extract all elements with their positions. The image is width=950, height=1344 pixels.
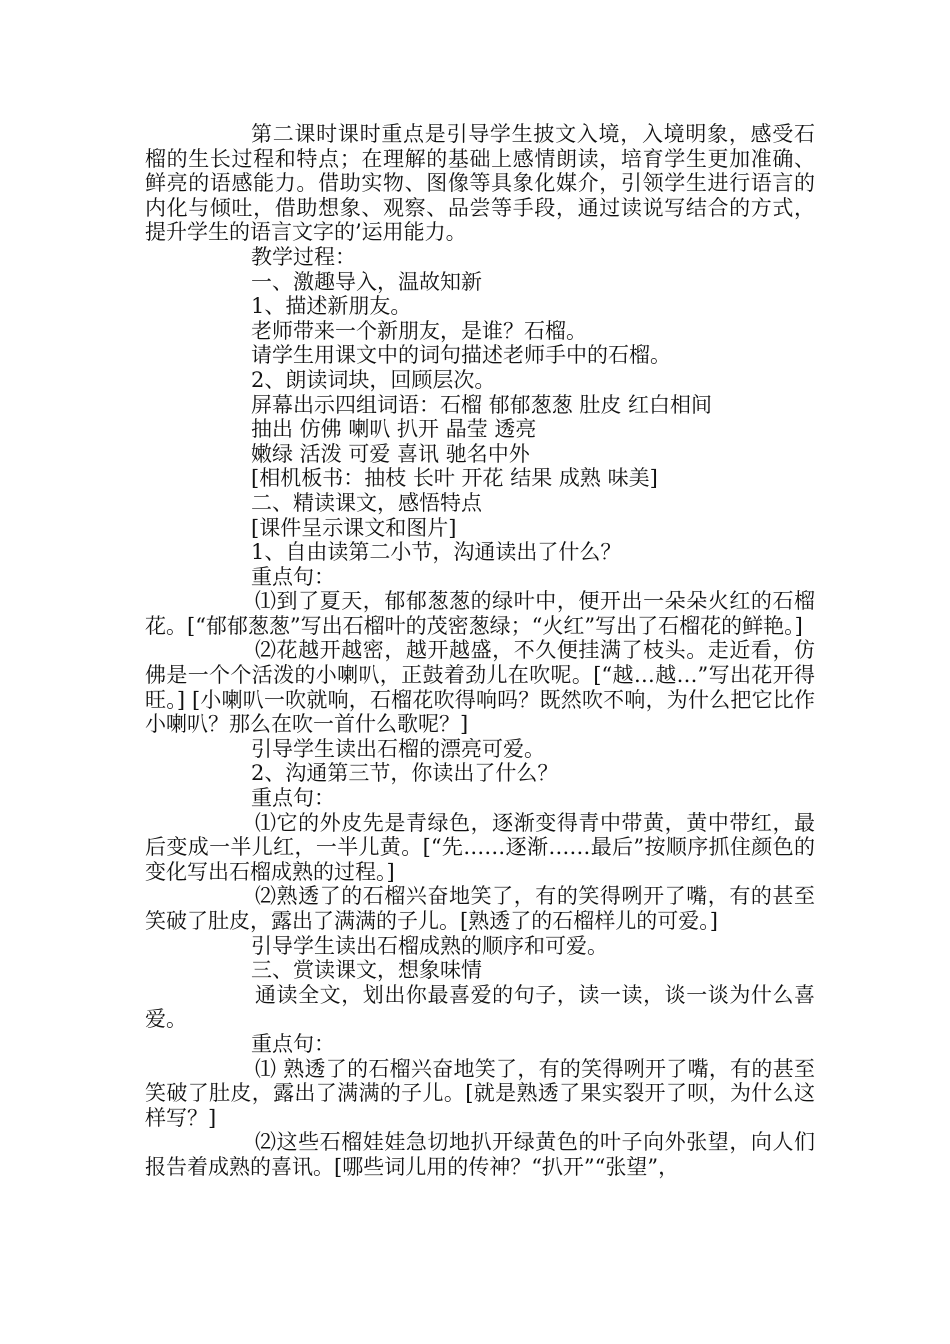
board-note: [相机板书：抽枝 长叶 开花 结果 成熟 味美] [251,466,658,491]
word-group-line: 抽出 仿佛 喇叭 扒开 晶莹 透亮 [251,417,537,442]
step-heading: 2、朗读词块，回顾层次。 [251,367,496,392]
section-heading-3: 三、赏读课文，想象味情 [251,958,482,983]
word-group-line: 屏幕出示四组词语：石榴 郁郁葱葱 肚皮 红白相间 [251,392,713,417]
key-sentence: ⑴到了夏天，郁郁葱葱的绿叶中，便开出一朵朵火红的石榴花。[“郁郁葱葱”写出石榴叶的茂密葱绿；“火红”写出了石榴花的鲜艳。] [145,589,815,638]
step-heading: 1、自由读第二小节，沟通读出了什么？ [251,540,622,565]
key-sentence: ⑴ 熟透了的石榴兴奋地笑了，有的笑得咧开了嘴，有的甚至笑破了肚皮，露出了满满的子儿。[就是熟透了果实裂开了呗，为什么这样写？] [145,1056,815,1130]
body-line: 请学生用课文中的词句描述老师手中的石榴。 [251,343,671,368]
key-sentence: ⑵熟透了的石榴兴奋地笑了，有的笑得咧开了嘴，有的甚至笑破了肚皮，露出了满满的子儿。[熟透了的石榴样儿的可爱。] [145,884,815,933]
body-line: 老师带来一个新朋友，是谁？石榴。 [251,318,587,343]
key-sentence: ⑵花越开越密，越开越盛，不久便挂满了枝头。走近看，仿佛是一个个活泼的小喇叭，正鼓着劲儿在吹呢。[“越…越…”写出花开得旺。] [小喇叭一吹就响，石榴花吹得响吗？既然吹不响，为什么把它比作小喇叭？那么在吹一首什么歌呢？] [145,638,815,737]
word-group-line: 嫩绿 活泼 可爱 喜讯 驰名中外 [251,441,530,466]
section-heading-1: 一、激趣导入，温故知新 [251,269,482,294]
section-heading-2: 二、精读课文，感悟特点 [251,490,482,515]
key-sentence-label: 重点句： [251,786,335,811]
step-heading: 2、沟通第三节，你读出了什么？ [251,761,559,786]
document-body [145,122,815,1180]
body-paragraph: 通读全文，划出你最喜爱的句子，读一读，谈一谈为什么喜爱。 [145,982,815,1032]
key-sentence-label: 重点句： [251,1031,335,1056]
step-heading: 1、描述新朋友。 [251,294,412,319]
key-sentence: ⑵这些石榴娃娃急切地扒开绿黄色的叶子向外张望，向人们报告着成熟的喜讯。[哪些词儿用的传神？“扒开”“张望”， [145,1130,815,1179]
body-line: 引导学生读出石榴成熟的顺序和可爱。 [251,933,608,958]
intro-paragraph: 第二课时课时重点是引导学生披文入境，入境明象，感受石榴的生长过程和特点；在理解的基础上感情朗读，培育学生更加准确、鲜亮的语感能力。借助实物、图像等具象化媒介，引领学生进行语言的内化与倾吐，借助想象、观察、品尝等手段，通过读说写结合的方式，提升学生的语言文字的’运用能力。 [145,122,815,245]
section-label-process: 教学过程： [251,244,356,269]
body-line: 引导学生读出石榴的漂亮可爱。 [251,736,545,761]
key-sentence: ⑴它的外皮先是青绿色，逐渐变得青中带黄，黄中带红，最后变成一半儿红，一半儿黄。[“先……逐渐……最后”按顺序抓住颜色的变化写出石榴成熟的过程。] [145,810,815,884]
courseware-note: [课件呈示课文和图片] [251,515,457,540]
key-sentence-label: 重点句： [251,564,335,589]
